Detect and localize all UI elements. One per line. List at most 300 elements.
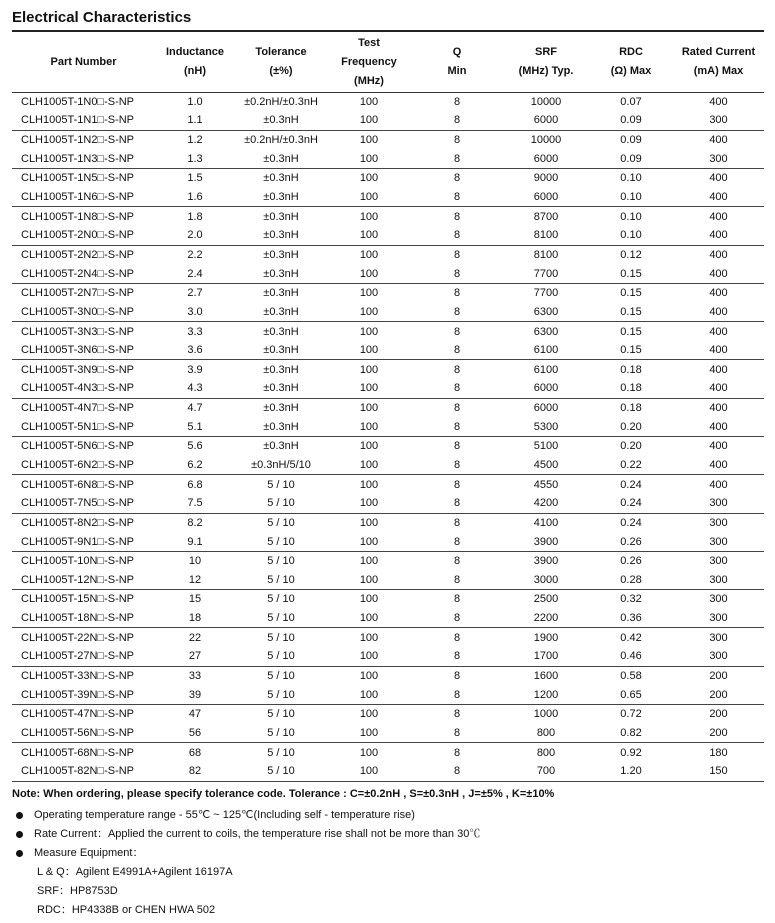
cell-part-number: CLH1005T-39N□-S-NP <box>12 685 155 704</box>
table-row <box>12 685 764 704</box>
cell-rdc: 0.24 <box>620 516 642 529</box>
cell-rdc: 0.24 <box>620 478 642 491</box>
cell-rdc: 0.15 <box>589 341 673 360</box>
cell-inductance: 1.1 <box>155 111 235 130</box>
table-row <box>12 743 764 762</box>
cell-tolerance: 5 / 10 <box>235 647 327 666</box>
cell-tolerance: ±0.2nH/±0.3nH <box>244 95 318 108</box>
cell-inductance: 3.9 <box>187 363 203 376</box>
cell-rated-current: 180 <box>709 746 728 759</box>
cell-rated-current: 400 <box>709 134 728 147</box>
cell-rated-current: 300 <box>673 149 764 168</box>
cell-rated-current: 400 <box>709 210 728 223</box>
table-row <box>12 207 764 226</box>
cell-rated-current: 300 <box>673 647 764 666</box>
cell-rdc: 0.09 <box>589 149 673 168</box>
title-divider <box>12 30 764 32</box>
cell-rdc: 0.10 <box>620 210 642 223</box>
table-row <box>12 398 764 417</box>
cell-part-number: CLH1005T-27N□-S-NP <box>12 647 155 666</box>
cell-test-frequency: 100 <box>327 188 411 207</box>
table-row <box>12 417 764 436</box>
cell-test-frequency: 100 <box>327 609 411 628</box>
column-header-test-frequency <box>327 33 411 92</box>
cell-part-number: CLH1005T-3N6□-S-NP <box>12 341 155 360</box>
cell-srf: 4200 <box>503 494 589 513</box>
cell-rdc: 0.24 <box>589 494 673 513</box>
cell-q-min: 8 <box>411 724 503 743</box>
cell-rdc: 0.12 <box>620 248 642 261</box>
cell-test-frequency: 100 <box>327 417 411 436</box>
cell-q-min: 8 <box>453 325 461 338</box>
cell-q-min: 8 <box>453 172 461 185</box>
cell-test-frequency: 100 <box>327 571 411 590</box>
cell-rdc: 0.28 <box>589 571 673 590</box>
table-body <box>12 92 764 781</box>
cell-srf: 7700 <box>503 264 589 283</box>
cell-srf: 6300 <box>533 325 559 338</box>
table-row <box>12 188 764 207</box>
cell-q-min: 8 <box>453 210 461 223</box>
cell-q-min: 8 <box>453 134 461 147</box>
cell-rated-current: 400 <box>673 303 764 322</box>
cell-srf: 6000 <box>503 188 589 207</box>
cell-tolerance: ±0.3nH <box>263 440 299 453</box>
cell-q-min: 8 <box>453 248 461 261</box>
cell-test-frequency: 100 <box>327 724 411 743</box>
cell-rated-current: 400 <box>709 172 728 185</box>
cell-rdc: 0.32 <box>620 593 642 606</box>
cell-srf: 6000 <box>503 379 589 398</box>
cell-rdc: 0.15 <box>589 303 673 322</box>
cell-inductance: 2.7 <box>187 287 203 300</box>
cell-tolerance: 5 / 10 <box>267 555 295 568</box>
table-row <box>12 322 764 341</box>
bullet-dot-icon <box>16 831 23 838</box>
cell-part-number: CLH1005T-5N6□-S-NP <box>21 440 135 453</box>
table-header-row <box>12 33 764 92</box>
cell-part-number: CLH1005T-7N5□-S-NP <box>12 494 155 513</box>
cell-inductance: 33 <box>188 670 202 683</box>
cell-rdc: 0.36 <box>589 609 673 628</box>
equipment-item: SRF：HP8753D <box>37 885 118 897</box>
cell-part-number: CLH1005T-18N□-S-NP <box>12 609 155 628</box>
cell-rdc: 0.15 <box>620 287 642 300</box>
cell-inductance: 3.6 <box>155 341 235 360</box>
cell-rdc: 0.58 <box>620 670 642 683</box>
cell-tolerance: 5 / 10 <box>235 494 327 513</box>
cell-part-number: CLH1005T-5N1□-S-NP <box>12 417 155 436</box>
cell-part-number: CLH1005T-1N8□-S-NP <box>21 210 135 223</box>
cell-rated-current: 400 <box>709 440 728 453</box>
column-header-srf <box>503 33 589 92</box>
table-row <box>12 226 764 245</box>
electrical-characteristics-table <box>12 33 764 782</box>
cell-rdc: 0.26 <box>620 555 642 568</box>
cell-inductance: 68 <box>188 746 202 759</box>
equipment-item: L & Q：Agilent E4991A+Agilent 16197A <box>37 866 233 878</box>
bullet-text: Measure Equipment： <box>34 847 144 859</box>
cell-srf: 6000 <box>503 149 589 168</box>
cell-part-number: CLH1005T-82N□-S-NP <box>12 762 155 781</box>
cell-q-min: 8 <box>453 516 461 529</box>
cell-tolerance: 5 / 10 <box>267 516 295 529</box>
table-row <box>12 111 764 130</box>
column-header-line: Min <box>447 65 467 78</box>
cell-inductance: 10 <box>188 555 202 568</box>
cell-inductance: 4.7 <box>187 402 203 415</box>
cell-srf: 1900 <box>533 631 559 644</box>
table-row <box>12 628 764 647</box>
cell-inductance: 1.2 <box>187 134 203 147</box>
cell-rated-current: 300 <box>709 593 728 606</box>
cell-inductance: 5.1 <box>155 417 235 436</box>
column-header-line: Tolerance <box>255 46 307 59</box>
cell-part-number: CLH1005T-2N7□-S-NP <box>21 287 135 300</box>
cell-srf: 1700 <box>503 647 589 666</box>
cell-srf: 4100 <box>533 516 559 529</box>
table-row <box>12 149 764 168</box>
cell-test-frequency: 100 <box>327 111 411 130</box>
table-row <box>12 609 764 628</box>
cell-rated-current: 300 <box>673 571 764 590</box>
cell-srf: 8100 <box>503 226 589 245</box>
cell-q-min: 8 <box>411 303 503 322</box>
cell-rdc: 0.82 <box>589 724 673 743</box>
cell-srf: 3900 <box>533 555 559 568</box>
cell-tolerance: ±0.3nH <box>235 226 327 245</box>
cell-test-frequency: 100 <box>327 685 411 704</box>
table-row <box>12 341 764 360</box>
cell-rdc: 0.26 <box>589 532 673 551</box>
cell-q-min: 8 <box>453 631 461 644</box>
cell-q-min: 8 <box>411 532 503 551</box>
cell-tolerance: 5 / 10 <box>267 478 295 491</box>
cell-srf: 800 <box>503 724 589 743</box>
cell-q-min: 8 <box>411 379 503 398</box>
column-header-part-number <box>12 33 155 92</box>
cell-rdc: 0.20 <box>620 440 642 453</box>
cell-rated-current: 300 <box>673 494 764 513</box>
cell-part-number: CLH1005T-9N1□-S-NP <box>12 532 155 551</box>
table-row <box>12 475 764 494</box>
column-header-line: RDC <box>619 46 643 59</box>
cell-srf: 9000 <box>533 172 559 185</box>
cell-tolerance: 5 / 10 <box>235 685 327 704</box>
column-header-line: Rated Current <box>681 46 756 59</box>
cell-tolerance: ±0.3nH <box>263 287 299 300</box>
cell-inductance: 8.2 <box>187 516 203 529</box>
bullet-text: Operating temperature range - 55℃ ~ 125℃(Including self - temperature rise) <box>34 809 415 821</box>
cell-rdc: 0.07 <box>620 95 642 108</box>
cell-part-number: CLH1005T-3N3□-S-NP <box>21 325 135 338</box>
cell-rdc: 0.20 <box>589 417 673 436</box>
cell-rdc: 0.10 <box>589 188 673 207</box>
cell-rdc: 0.10 <box>589 226 673 245</box>
cell-test-frequency: 100 <box>359 516 379 529</box>
cell-q-min: 8 <box>453 478 461 491</box>
cell-test-frequency: 100 <box>359 478 379 491</box>
cell-srf: 10000 <box>530 134 562 147</box>
cell-test-frequency: 100 <box>327 456 411 475</box>
cell-inductance: 1.5 <box>187 172 203 185</box>
table-row <box>12 283 764 302</box>
cell-tolerance: 5 / 10 <box>267 746 295 759</box>
cell-test-frequency: 100 <box>327 303 411 322</box>
table-row <box>12 724 764 743</box>
cell-q-min: 8 <box>453 670 461 683</box>
cell-rdc: 0.09 <box>589 111 673 130</box>
cell-inductance: 82 <box>155 762 235 781</box>
cell-srf: 8700 <box>533 210 559 223</box>
cell-rated-current: 400 <box>673 379 764 398</box>
cell-inductance: 18 <box>155 609 235 628</box>
column-header-line: SRF <box>535 46 557 59</box>
cell-test-frequency: 100 <box>359 440 379 453</box>
cell-rated-current: 400 <box>673 264 764 283</box>
cell-rdc: 0.15 <box>589 264 673 283</box>
cell-q-min: 8 <box>411 762 503 781</box>
cell-q-min: 8 <box>453 95 461 108</box>
cell-inductance: 6.8 <box>187 478 203 491</box>
cell-tolerance: 5 / 10 <box>267 631 295 644</box>
cell-q-min: 8 <box>411 264 503 283</box>
cell-part-number: CLH1005T-12N□-S-NP <box>12 571 155 590</box>
cell-srf: 8100 <box>533 248 559 261</box>
cell-rated-current: 400 <box>673 341 764 360</box>
cell-inductance: 12 <box>155 571 235 590</box>
cell-q-min: 8 <box>411 341 503 360</box>
cell-inductance: 7.5 <box>155 494 235 513</box>
cell-test-frequency: 100 <box>327 226 411 245</box>
cell-test-frequency: 100 <box>327 494 411 513</box>
column-header-line: (±%) <box>269 65 293 78</box>
cell-inductance: 2.2 <box>187 248 203 261</box>
cell-test-frequency: 100 <box>327 341 411 360</box>
table-row <box>12 590 764 609</box>
cell-rated-current: 400 <box>673 226 764 245</box>
cell-part-number: CLH1005T-2N0□-S-NP <box>12 226 155 245</box>
column-header-q-min <box>411 33 503 92</box>
cell-test-frequency: 100 <box>359 134 379 147</box>
cell-rated-current: 400 <box>709 478 728 491</box>
cell-q-min: 8 <box>453 593 461 606</box>
cell-srf: 5300 <box>503 417 589 436</box>
cell-part-number: CLH1005T-3N0□-S-NP <box>12 303 155 322</box>
cell-tolerance: ±0.3nH <box>263 210 299 223</box>
cell-rdc: 0.09 <box>620 134 642 147</box>
cell-srf: 10000 <box>530 95 562 108</box>
cell-test-frequency: 100 <box>327 149 411 168</box>
table-row <box>12 551 764 570</box>
cell-tolerance: ±0.3nH <box>263 248 299 261</box>
cell-part-number: CLH1005T-10N□-S-NP <box>21 555 135 568</box>
table-row <box>12 303 764 322</box>
cell-part-number: CLH1005T-1N3□-S-NP <box>12 149 155 168</box>
cell-rated-current: 300 <box>673 609 764 628</box>
column-header-line: (MHz) Typ. <box>518 65 574 78</box>
cell-rated-current: 200 <box>673 685 764 704</box>
table-row <box>12 169 764 188</box>
cell-inductance: 2.0 <box>155 226 235 245</box>
cell-q-min: 8 <box>411 456 503 475</box>
cell-rdc: 1.20 <box>589 762 673 781</box>
cell-test-frequency: 100 <box>327 264 411 283</box>
column-header-inductance <box>155 33 235 92</box>
cell-q-min: 8 <box>411 609 503 628</box>
cell-srf: 1200 <box>503 685 589 704</box>
cell-rated-current: 400 <box>673 188 764 207</box>
cell-part-number: CLH1005T-2N4□-S-NP <box>12 264 155 283</box>
cell-q-min: 8 <box>453 746 461 759</box>
cell-rated-current: 300 <box>709 516 728 529</box>
cell-part-number: CLH1005T-68N□-S-NP <box>21 746 135 759</box>
bullet-dot-icon <box>16 850 23 857</box>
cell-srf: 6100 <box>533 363 559 376</box>
table-row <box>12 647 764 666</box>
cell-test-frequency: 100 <box>359 708 379 721</box>
cell-srf: 5100 <box>533 440 559 453</box>
cell-tolerance: ±0.3nH <box>263 363 299 376</box>
table-row <box>12 532 764 551</box>
cell-test-frequency: 100 <box>359 325 379 338</box>
cell-rdc: 0.65 <box>589 685 673 704</box>
cell-srf: 6300 <box>503 303 589 322</box>
cell-srf: 700 <box>503 762 589 781</box>
bullet-dot-icon <box>16 812 23 819</box>
cell-rated-current: 400 <box>673 456 764 475</box>
cell-srf: 3000 <box>503 571 589 590</box>
cell-rdc: 0.22 <box>589 456 673 475</box>
table-row <box>12 666 764 685</box>
cell-test-frequency: 100 <box>327 532 411 551</box>
cell-inductance: 1.8 <box>187 210 203 223</box>
cell-test-frequency: 100 <box>359 363 379 376</box>
cell-tolerance: 5 / 10 <box>267 708 295 721</box>
cell-rated-current: 300 <box>709 631 728 644</box>
cell-test-frequency: 100 <box>327 762 411 781</box>
cell-q-min: 8 <box>411 188 503 207</box>
cell-inductance: 5.6 <box>187 440 203 453</box>
cell-srf: 1600 <box>533 670 559 683</box>
cell-tolerance: ±0.3nH <box>263 325 299 338</box>
cell-rated-current: 200 <box>709 670 728 683</box>
cell-rated-current: 300 <box>673 111 764 130</box>
cell-rated-current: 400 <box>709 325 728 338</box>
cell-part-number: CLH1005T-1N2□-S-NP <box>21 134 135 147</box>
cell-inductance: 47 <box>188 708 202 721</box>
cell-srf: 800 <box>536 746 556 759</box>
cell-rdc: 0.10 <box>620 172 642 185</box>
cell-rated-current: 400 <box>673 417 764 436</box>
cell-part-number: CLH1005T-4N7□-S-NP <box>21 402 135 415</box>
cell-rated-current: 400 <box>709 248 728 261</box>
column-header-line: Test <box>358 36 380 49</box>
cell-tolerance: ±0.3nH <box>235 111 327 130</box>
cell-test-frequency: 100 <box>359 287 379 300</box>
cell-q-min: 8 <box>411 149 503 168</box>
cell-tolerance: 5 / 10 <box>235 609 327 628</box>
cell-rated-current: 400 <box>709 95 728 108</box>
cell-part-number: CLH1005T-33N□-S-NP <box>21 670 135 683</box>
table-row <box>12 245 764 264</box>
table-row <box>12 571 764 590</box>
cell-test-frequency: 100 <box>359 210 379 223</box>
cell-rated-current: 400 <box>709 402 728 415</box>
cell-rated-current: 200 <box>673 724 764 743</box>
cell-tolerance: 5 / 10 <box>267 670 295 683</box>
cell-tolerance: ±0.3nH <box>263 402 299 415</box>
ordering-note: Note: When ordering, please specify tolerance code. Tolerance : C=±0.2nH , S=±0.3nH , J=±5% , K=±10% <box>12 788 555 800</box>
cell-inductance: 39 <box>155 685 235 704</box>
note-bullet-item <box>12 844 764 863</box>
table-row <box>12 264 764 283</box>
cell-tolerance: ±0.3nH <box>235 341 327 360</box>
cell-rated-current: 300 <box>673 532 764 551</box>
notes-bullet-list <box>12 806 764 863</box>
column-header-rdc <box>589 33 673 92</box>
cell-part-number: CLH1005T-15N□-S-NP <box>21 593 135 606</box>
cell-inductance: 1.6 <box>155 188 235 207</box>
cell-rated-current: 200 <box>709 708 728 721</box>
cell-tolerance: ±0.3nH <box>235 417 327 436</box>
table-row <box>12 513 764 532</box>
column-header-line: (mA) Max <box>693 65 744 78</box>
bullet-text: Rate Current：Applied the current to coils, the temperature rise shall not be more than 30℃ <box>34 828 481 840</box>
cell-tolerance: ±0.3nH/5/10 <box>235 456 327 475</box>
table-row <box>12 494 764 513</box>
cell-rated-current: 400 <box>709 363 728 376</box>
table-row <box>12 456 764 475</box>
cell-part-number: CLH1005T-3N9□-S-NP <box>21 363 135 376</box>
cell-tolerance: ±0.3nH <box>263 172 299 185</box>
cell-q-min: 8 <box>453 708 461 721</box>
cell-tolerance: ±0.3nH <box>235 379 327 398</box>
cell-rdc: 0.46 <box>589 647 673 666</box>
cell-test-frequency: 100 <box>359 172 379 185</box>
cell-part-number: CLH1005T-47N□-S-NP <box>21 708 135 721</box>
cell-tolerance: ±0.3nH <box>235 149 327 168</box>
cell-srf: 3900 <box>503 532 589 551</box>
cell-rated-current: 300 <box>709 555 728 568</box>
cell-part-number: CLH1005T-56N□-S-NP <box>12 724 155 743</box>
cell-test-frequency: 100 <box>359 402 379 415</box>
cell-q-min: 8 <box>411 111 503 130</box>
cell-srf: 4550 <box>533 478 559 491</box>
cell-q-min: 8 <box>453 440 461 453</box>
cell-tolerance: 5 / 10 <box>235 724 327 743</box>
cell-test-frequency: 100 <box>327 647 411 666</box>
cell-rdc: 0.18 <box>589 379 673 398</box>
cell-part-number: CLH1005T-1N5□-S-NP <box>21 172 135 185</box>
cell-rdc: 0.15 <box>620 325 642 338</box>
cell-tolerance: 5 / 10 <box>267 593 295 606</box>
cell-q-min: 8 <box>453 363 461 376</box>
cell-inductance: 9.1 <box>155 532 235 551</box>
cell-part-number: CLH1005T-8N2□-S-NP <box>21 516 135 529</box>
cell-rdc: 0.92 <box>620 746 642 759</box>
column-header-line: Inductance <box>165 46 225 59</box>
cell-q-min: 8 <box>411 417 503 436</box>
cell-part-number: CLH1005T-1N1□-S-NP <box>12 111 155 130</box>
cell-tolerance: ±0.3nH <box>235 264 327 283</box>
cell-srf: 4500 <box>503 456 589 475</box>
cell-q-min: 8 <box>453 555 461 568</box>
cell-test-frequency: 100 <box>359 593 379 606</box>
notes-section <box>12 786 764 920</box>
cell-inductance: 6.2 <box>155 456 235 475</box>
note-bullet-item <box>12 825 764 844</box>
